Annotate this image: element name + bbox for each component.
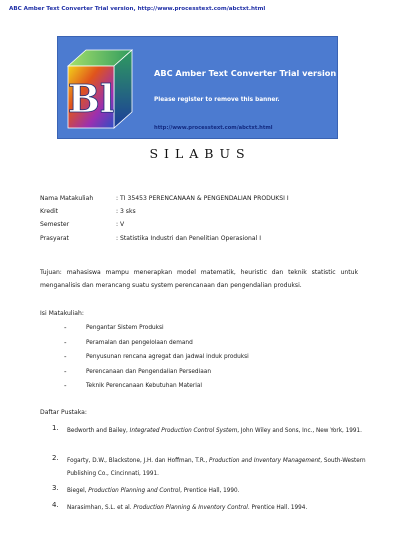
reference-author: Narasimhan, S.L. et al. (67, 505, 134, 511)
reference-publisher: , John Wiley and Sons, Inc., New York, 1991. (237, 428, 362, 434)
dash-bullet-icon: - (64, 338, 67, 347)
reference-number: 4. (52, 501, 59, 509)
trial-version-link[interactable]: ABC Amber Text Converter Trial version, http://www.processtext.com/abctxt.html (9, 6, 266, 12)
info-value: : Statistika Industri dan Penelitian Operasional I (116, 234, 261, 242)
dash-bullet-icon: - (64, 353, 67, 361)
banner-subtitle: Please register to remove this banner. (154, 97, 280, 103)
info-label: Kredit (40, 208, 59, 216)
references-heading: Daftar Pustaka: (40, 409, 87, 416)
reference-title: Integrated Production Control System (129, 428, 238, 434)
dash-bullet-icon: - (64, 382, 67, 390)
list-item-text: Teknik Perencanaan Kebutuhan Material (86, 383, 203, 389)
dash-bullet-icon: - (64, 367, 67, 376)
reference-title: Production and Inventory Management (209, 458, 321, 464)
reference-author: Biegel, (67, 488, 89, 494)
reference-publisher: , Prentice Hall, 1990. (180, 488, 240, 494)
dash-bullet-icon: - (64, 324, 67, 332)
info-value: : V (116, 221, 125, 229)
list-item-text: Pengantar Sistem Produksi (86, 325, 164, 331)
reference-text (67, 455, 372, 480)
trial-banner[interactable] (57, 36, 338, 139)
document-title: SILABUS (149, 146, 251, 161)
list-item-text: Peramalan dan pengelolaan demand (86, 339, 193, 346)
info-value: : TI 35453 PERENCANAAN & PENGENDALIAN PRODUKSI I (116, 195, 289, 202)
reference-text (67, 485, 372, 498)
reference-author: Bedworth and Bailey, (67, 428, 130, 434)
cube-logo-icon (62, 44, 138, 130)
banner-title: ABC Amber Text Converter Trial version (154, 68, 337, 78)
info-label: Prasyarat (40, 234, 69, 242)
reference-title: Production Planning and Control (88, 488, 181, 494)
content-heading: Isi Matakuliah: (40, 310, 84, 317)
banner-url-link[interactable]: http://www.processtext.com/abctxt.html (154, 125, 273, 131)
reference-publisher: . Prentice Hall. 1994. (247, 505, 308, 511)
list-item-text: Perencanaan dan Pengendalian Persediaan (86, 368, 212, 375)
info-label: Nama Matakuliah (40, 195, 94, 202)
logo-letters: Bl (67, 76, 115, 121)
reference-text (67, 425, 372, 438)
reference-text (67, 502, 372, 515)
info-value: : 3 sks (116, 208, 136, 216)
reference-number: 1. (52, 424, 59, 432)
reference-title: Production Planning & Inventory Control (133, 505, 248, 511)
list-item-text: Penyusunan rencana agregat dan jadwal induk produksi (86, 354, 249, 360)
reference-publisher: , South-Western Publishing Co., Cincinnati, 1991. (67, 458, 366, 477)
reference-author: Fogarty, D.W., Blackstone, J.H. dan Hoffman, T.R., (67, 458, 210, 464)
reference-number: 2. (52, 454, 59, 462)
info-label: Semester (40, 221, 70, 229)
course-objective: Tujuan: mahasiswa mampu menerapkan model matematik, heuristic dan teknik statistic untuk menganalisis dan merancang suatu system perencanaan dan pengendalian produksi. (40, 269, 358, 289)
reference-number: 3. (52, 484, 59, 492)
